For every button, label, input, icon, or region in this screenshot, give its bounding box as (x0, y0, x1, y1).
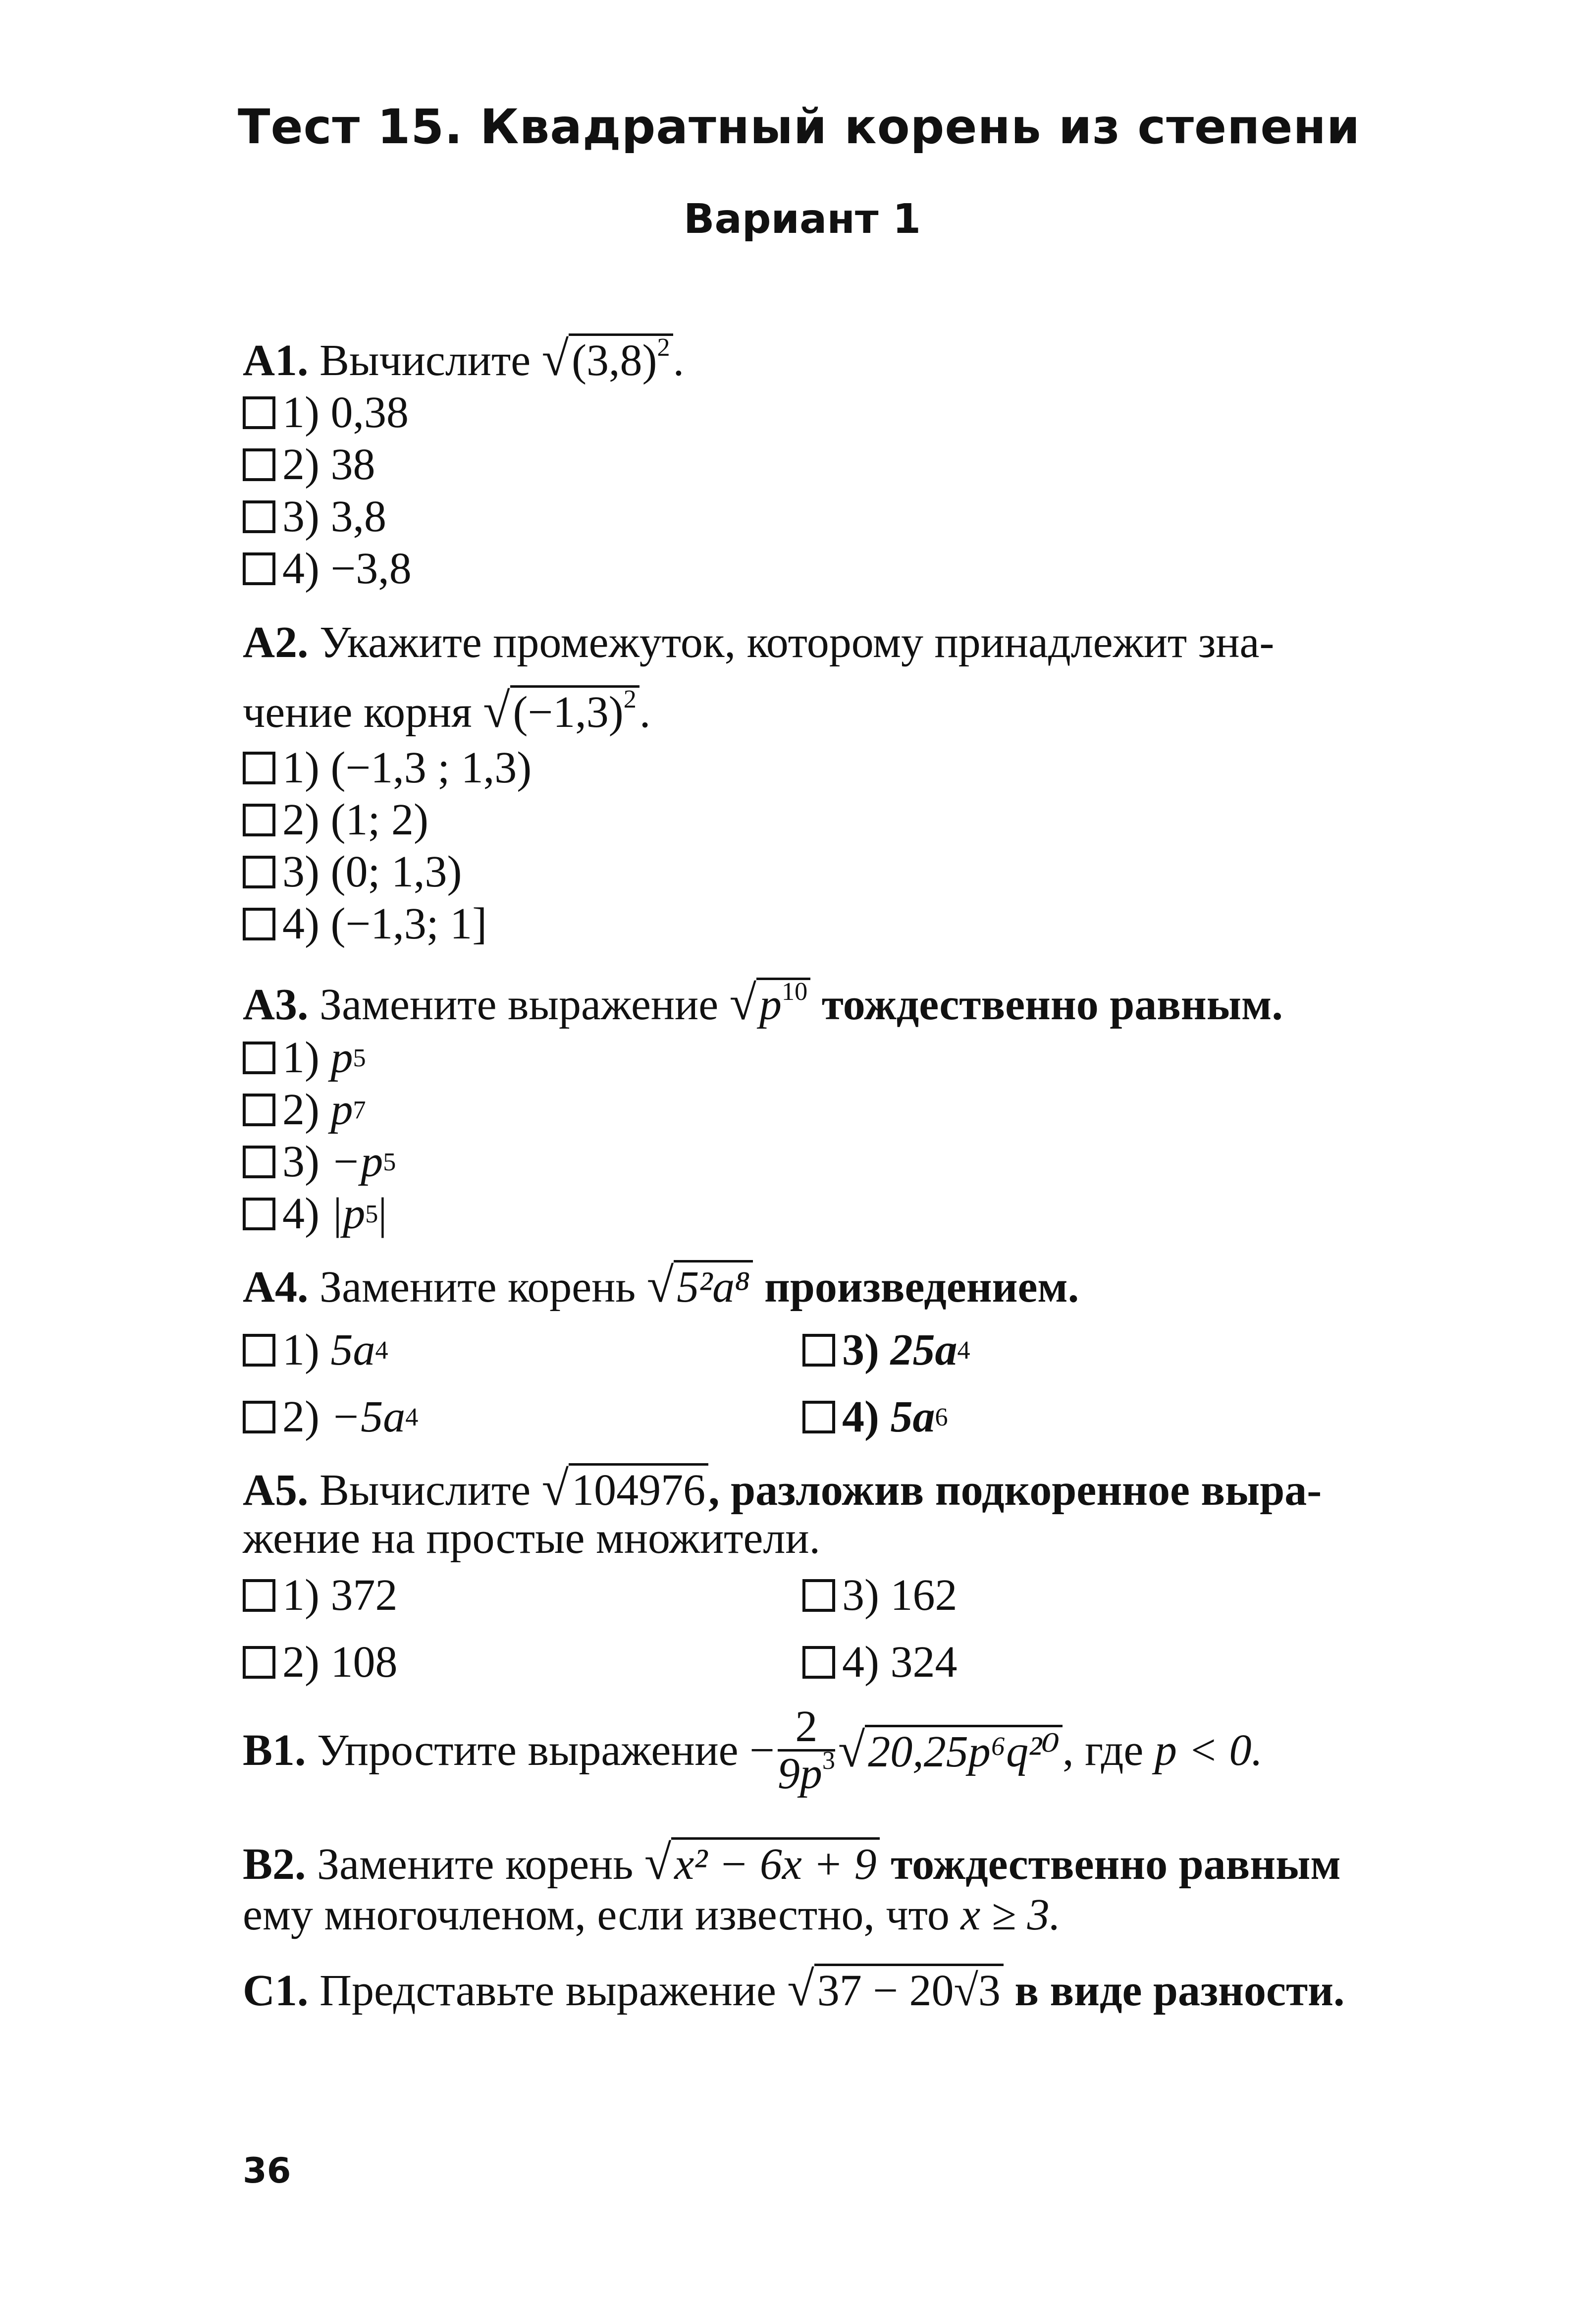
question-a2 (243, 620, 1274, 665)
question-number: А5. (243, 1466, 309, 1515)
square-root-expression: √5²a⁸ (647, 1261, 753, 1310)
question-number: А4. (243, 1262, 309, 1312)
option-a1-4[interactable]: 4) −3,8 (243, 547, 412, 591)
question-a3: А3. Замените выражение $√p^{10}$ тождественно равным. (243, 976, 1283, 1030)
question-text: Вычислите (319, 1466, 531, 1515)
question-text: Замените корень (317, 1840, 634, 1889)
square-root-expression: √104976 (542, 1464, 708, 1513)
option-a4-2[interactable]: 2) −5a 4 (243, 1395, 418, 1439)
checkbox[interactable] (802, 1579, 835, 1612)
question-text: Упростите выражение (317, 1725, 739, 1775)
option-a1-2[interactable]: 2) 38 (243, 442, 375, 487)
option-a5-3[interactable]: 3) 162 (802, 1573, 957, 1618)
square-root-expression: $√(-1,3)^2$ (483, 686, 639, 735)
question-b2: В2. Замените корень √x² − 6x + 9 тождественно равным (243, 1836, 1341, 1890)
checkbox[interactable] (243, 804, 275, 836)
question-b2-line2: ему многочленом, если известно, что x ≥ 3. (243, 1890, 1061, 1939)
option-a3-4[interactable]: 4) |p 5 | (243, 1192, 387, 1236)
question-number: А2. (243, 618, 309, 667)
square-root-expression: √20,25p⁶q²⁰ (838, 1726, 1063, 1775)
checkbox[interactable] (243, 752, 275, 784)
option-a2-1[interactable]: 1) (−1,3 ; 1,3) (243, 746, 532, 790)
checkbox[interactable] (802, 1646, 835, 1679)
option-a3-1[interactable]: 1) p 5 (243, 1036, 366, 1080)
option-a5-1[interactable]: 1) 372 (243, 1573, 397, 1618)
question-a5-line2: жение на простые множители. (243, 1514, 821, 1563)
question-number: В2. (243, 1840, 306, 1889)
checkbox[interactable] (243, 908, 275, 940)
option-a1-3[interactable]: 3) 3,8 (243, 494, 386, 539)
question-a5: А5. Вычислите √104976, разложив подкоренное выра- (243, 1462, 1322, 1516)
checkbox[interactable] (243, 552, 275, 585)
square-root-expression: √37 − 20√3 (787, 1965, 1004, 2014)
checkbox[interactable] (243, 1146, 275, 1178)
question-c1: С1. Представьте выражение √37 − 20√3 в виде разности. (243, 1962, 1345, 2016)
checkbox[interactable] (243, 448, 275, 481)
question-text: Замените выражение (319, 980, 719, 1029)
option-a5-2[interactable]: 2) 108 (243, 1640, 397, 1685)
option-a3-3[interactable]: 3) −p 5 (243, 1140, 396, 1184)
question-text: Вычислите (319, 336, 531, 385)
question-a4: А4. Замените корень √5²a⁸ произведением. (243, 1259, 1079, 1313)
option-a4-3[interactable]: 3) 25a 4 (802, 1328, 970, 1372)
option-a4-4[interactable]: 4) 5a 6 (802, 1395, 948, 1439)
question-text: Замените корень (319, 1262, 636, 1312)
question-a2-line2: чение корня $√(-1,3)^2$. (243, 684, 651, 738)
question-number: А1. (243, 336, 309, 385)
checkbox[interactable] (243, 396, 275, 429)
checkbox[interactable] (243, 500, 275, 533)
variant-heading: Вариант 1 (684, 196, 921, 243)
checkbox[interactable] (243, 1042, 275, 1074)
option-a4-1[interactable]: 1) 5a 4 (243, 1328, 388, 1372)
page-number: 36 (243, 2150, 291, 2191)
page-title: Тест 15. Квадратный корень из степени (238, 99, 1361, 155)
question-number: В1. (243, 1725, 306, 1775)
checkbox[interactable] (243, 1646, 275, 1679)
checkbox[interactable] (243, 1094, 275, 1126)
square-root-expression: $√(3,8)^2$ (542, 334, 673, 384)
option-a3-2[interactable]: 2) p 7 (243, 1088, 366, 1132)
option-a1-1[interactable]: 1) 0,38 (243, 390, 409, 435)
checkbox[interactable] (243, 1579, 275, 1612)
checkbox[interactable] (243, 1334, 275, 1367)
square-root-expression: √x² − 6x + 9 (644, 1838, 880, 1887)
question-text: Укажите промежуток, которому принадлежит зна- (319, 618, 1275, 667)
option-a2-2[interactable]: 2) (1; 2) (243, 798, 428, 842)
question-a1: А1. Вычислите $√(3,8)^2$. (243, 332, 685, 386)
question-number: А3. (243, 980, 309, 1029)
checkbox[interactable] (243, 856, 275, 888)
question-number: С1. (243, 1966, 309, 2015)
option-a5-4[interactable]: 4) 324 (802, 1640, 957, 1685)
checkbox[interactable] (802, 1401, 835, 1433)
checkbox[interactable] (243, 1198, 275, 1230)
question-b1: В1. Упростите выражение − $\frac{2}{9p^3}$ √20,25p⁶q²⁰ , где p < 0. (243, 1702, 1263, 1798)
option-a2-3[interactable]: 3) (0; 1,3) (243, 850, 462, 894)
option-a2-4[interactable]: 4) (−1,3; 1] (243, 902, 487, 946)
checkbox[interactable] (802, 1334, 835, 1367)
checkbox[interactable] (243, 1401, 275, 1433)
fraction: $\frac{2}{9p^3}$ (777, 1702, 835, 1798)
question-text: Представьте выражение (319, 1966, 776, 2015)
square-root-expression: $√p^{10}$ (730, 979, 811, 1028)
